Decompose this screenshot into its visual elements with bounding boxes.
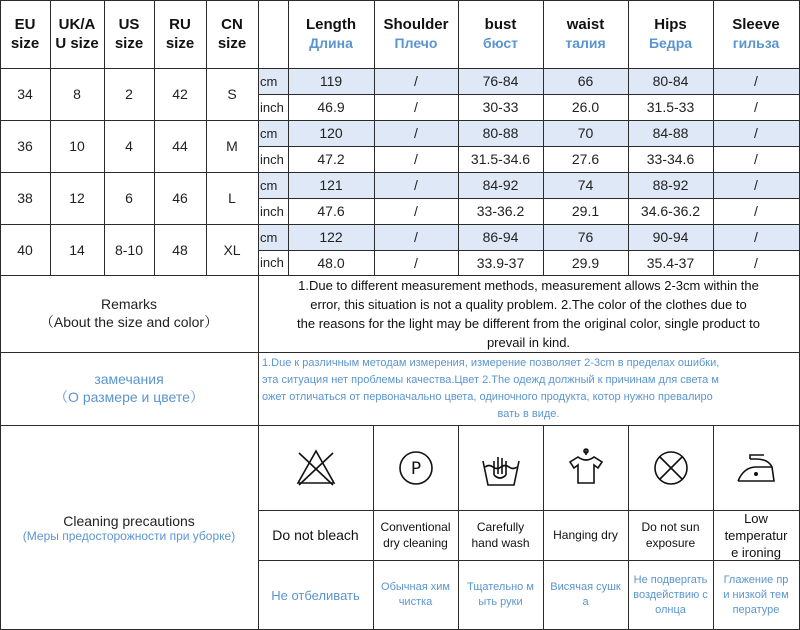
header-line: EU bbox=[14, 16, 36, 33]
header-us-size bbox=[104, 0, 154, 68]
size-uk-cell: 10 bbox=[69, 138, 85, 154]
grid-line bbox=[154, 0, 155, 275]
unit-label: inch bbox=[260, 99, 284, 115]
measurement-value: / bbox=[713, 172, 799, 198]
measure-name-ru: бюст bbox=[482, 35, 519, 51]
care-text-ru bbox=[628, 560, 713, 630]
measurement-value: 86-94 bbox=[458, 224, 543, 250]
care-label-en: dry cleaning bbox=[383, 536, 448, 550]
care-label-ru: Висячая сушк bbox=[550, 581, 621, 593]
remarks-text bbox=[258, 275, 799, 352]
measurement-value: 46.9 bbox=[317, 99, 345, 115]
grid-line bbox=[258, 146, 800, 147]
measurement-value: 70 bbox=[543, 120, 628, 146]
header-measure bbox=[458, 0, 543, 68]
grid-line bbox=[0, 0, 800, 1]
measurement-value: 120 bbox=[288, 120, 374, 146]
measurement-value: / bbox=[754, 99, 758, 115]
measurement-value: 66 bbox=[543, 68, 628, 94]
remarks-text-ru-line: ожет отличаться от первоначально цвета, одиночного продукта, котор нужно превалиро bbox=[262, 390, 713, 403]
measurement-value: 35.4-37 bbox=[646, 254, 695, 271]
header-uk-size bbox=[50, 0, 104, 68]
size-us-cell: 8-10 bbox=[114, 241, 144, 258]
header-line: size bbox=[217, 35, 247, 52]
measure-name-en: waist bbox=[566, 16, 605, 33]
remarks-label-ru bbox=[0, 352, 258, 425]
measurement-value: 34.6-36.2 bbox=[640, 203, 701, 219]
care-label-ru: пературе bbox=[732, 603, 780, 616]
grid-line bbox=[288, 0, 289, 275]
grid-line bbox=[50, 0, 51, 275]
size-eu-cell: 34 bbox=[17, 86, 33, 102]
header-measure bbox=[713, 0, 799, 68]
remarks-text-ru-line: 1.Due к различным методам измерения, измерение позволяет 2-3cm в пределах ошибки, bbox=[262, 356, 720, 369]
measure-name-en: Length bbox=[306, 16, 356, 33]
unit-label: cm bbox=[258, 172, 288, 198]
measurement-value: / bbox=[414, 254, 418, 271]
size-ru-cell: 44 bbox=[172, 138, 188, 154]
grid-line bbox=[258, 510, 800, 511]
measurement-value: / bbox=[754, 203, 758, 219]
grid-line bbox=[628, 0, 629, 275]
measurement-value: 48.0 bbox=[317, 254, 345, 271]
care-label-ru: чистка bbox=[398, 596, 433, 608]
measurement-value: 31.5-33 bbox=[646, 99, 695, 115]
care-label-ru: Обычная хим bbox=[381, 581, 450, 593]
care-text-en bbox=[373, 510, 458, 560]
header-measure bbox=[628, 0, 713, 68]
measurement-value: / bbox=[414, 99, 418, 115]
remarks-text-line: prevail in kind. bbox=[486, 334, 571, 350]
header-line: CN bbox=[221, 16, 243, 33]
size-cn-cell: M bbox=[226, 138, 238, 154]
remarks-text-line: error, this situation is not a quality problem. 2.The color of the clothes due to bbox=[310, 296, 747, 312]
measure-name-ru: Длина bbox=[309, 35, 353, 51]
remarks-title: Remarks bbox=[100, 295, 157, 312]
size-uk-cell: 12 bbox=[69, 190, 85, 206]
measurement-value: 88-92 bbox=[628, 172, 713, 198]
care-icon-cell bbox=[713, 425, 799, 510]
care-label-ru: Не отбеливать bbox=[271, 587, 360, 603]
measure-name-en: Shoulder bbox=[383, 16, 449, 33]
measurement-value: 33-36.2 bbox=[476, 203, 525, 219]
measurement-value: / bbox=[713, 68, 799, 94]
measurement-value: 80-88 bbox=[458, 120, 543, 146]
care-label-ru: Глажение пр bbox=[723, 573, 789, 586]
no-bleach-icon bbox=[294, 447, 338, 489]
size-us-cell: 4 bbox=[125, 138, 133, 154]
measure-name-ru: гильза bbox=[732, 35, 780, 51]
care-label-en: exposure bbox=[645, 536, 696, 550]
grid-line bbox=[258, 275, 259, 425]
size-cn-cell: L bbox=[228, 190, 236, 206]
size-us-cell: 6 bbox=[125, 190, 133, 206]
measurement-value: 33-34.6 bbox=[646, 151, 695, 167]
remarks-text-ru-line: эта ситуация нет проблемы качества.Цвет 2.The одежд должный к причинам для света м bbox=[262, 373, 719, 386]
measurement-value: 84-88 bbox=[628, 120, 713, 146]
hanging-dry-icon bbox=[564, 447, 608, 489]
grid-line bbox=[258, 198, 800, 199]
measurement-value: / bbox=[374, 120, 458, 146]
low-temperature-iron-icon bbox=[734, 447, 778, 489]
care-icon-cell bbox=[373, 425, 458, 510]
care-icon-cell bbox=[258, 425, 373, 510]
measurement-value: 76-84 bbox=[458, 68, 543, 94]
size-eu-cell: 40 bbox=[17, 241, 33, 258]
header-line: US bbox=[118, 16, 140, 33]
header-cn-size bbox=[206, 0, 258, 68]
measurement-value: / bbox=[374, 224, 458, 250]
grid-line bbox=[0, 172, 800, 173]
care-label-en: Conventional bbox=[380, 520, 451, 534]
measurement-value: 30-33 bbox=[482, 99, 519, 115]
care-text-en bbox=[543, 510, 628, 560]
care-text-ru bbox=[543, 560, 628, 630]
size-uk-cell: 14 bbox=[69, 241, 85, 258]
measure-name-en: Sleeve bbox=[732, 16, 780, 33]
grid-line bbox=[258, 94, 800, 95]
header-measure bbox=[543, 0, 628, 68]
measurement-value: 27.6 bbox=[571, 151, 600, 167]
care-text-en bbox=[628, 510, 713, 560]
care-label-ru: и низкой тем bbox=[723, 588, 789, 601]
grid-line bbox=[104, 0, 105, 275]
measurement-value: 121 bbox=[288, 172, 374, 198]
measurement-value: / bbox=[713, 120, 799, 146]
header-unit-blank bbox=[258, 0, 288, 68]
care-label-ru: Не подвергать bbox=[633, 573, 708, 586]
grid-line bbox=[543, 0, 544, 275]
measure-name-ru: талия bbox=[565, 35, 606, 51]
measurement-value: 47.6 bbox=[317, 203, 345, 219]
measurement-value: 26.0 bbox=[571, 99, 600, 115]
care-label-en: Carefully bbox=[476, 520, 525, 534]
grid-line bbox=[373, 425, 374, 630]
grid-line bbox=[0, 275, 800, 276]
care-label-en: hand wash bbox=[471, 536, 530, 550]
size-cn-cell: S bbox=[227, 86, 237, 102]
header-line: size bbox=[165, 35, 195, 52]
svg-text:P: P bbox=[410, 458, 421, 479]
measurement-value: 31.5-34.6 bbox=[470, 151, 531, 167]
care-text-ru bbox=[458, 560, 543, 630]
unit-label: cm bbox=[258, 68, 288, 94]
care-icon-cell bbox=[628, 425, 713, 510]
header-line: size bbox=[10, 35, 40, 52]
grid-line bbox=[543, 425, 544, 630]
size-ru-cell: 48 bbox=[172, 241, 188, 258]
care-text-ru bbox=[713, 560, 799, 630]
care-label-en: Hanging dry bbox=[553, 528, 618, 542]
measurement-value: / bbox=[754, 151, 758, 167]
care-label-ru: олнца bbox=[655, 603, 686, 616]
unit-label: cm bbox=[258, 120, 288, 146]
remarks-subtitle-ru: （О размере и цвете） bbox=[54, 388, 204, 405]
header-line: UK/A bbox=[58, 16, 96, 33]
remarks-subtitle: （About the size and color） bbox=[39, 313, 219, 330]
grid-line bbox=[713, 0, 714, 275]
header-measure bbox=[288, 0, 374, 68]
remarks-text-ru bbox=[258, 352, 799, 425]
measurement-value: / bbox=[414, 203, 418, 219]
care-text-ru bbox=[373, 560, 458, 630]
care-label-ru: Тщательно м bbox=[467, 581, 534, 593]
measurement-value: / bbox=[713, 224, 799, 250]
measurement-value: 122 bbox=[288, 224, 374, 250]
remarks-title-ru: замечания bbox=[94, 370, 164, 387]
care-label-en: temperatur bbox=[724, 527, 788, 543]
care-label-ru: а bbox=[582, 596, 589, 608]
cleaning-title: Cleaning precautions bbox=[63, 512, 195, 529]
size-eu-cell: 38 bbox=[17, 190, 33, 206]
remarks-label bbox=[0, 275, 258, 352]
grid-line bbox=[258, 425, 259, 630]
professional-dry-clean-icon bbox=[394, 447, 438, 489]
grid-line bbox=[206, 0, 207, 275]
measurement-value: / bbox=[374, 172, 458, 198]
care-label-ru: воздействию с bbox=[633, 588, 708, 601]
measurement-value: 90-94 bbox=[628, 224, 713, 250]
care-label-en: Do not bleach bbox=[272, 527, 359, 543]
measurement-value: 47.2 bbox=[317, 151, 345, 167]
cleaning-label bbox=[0, 425, 258, 630]
measurement-value: 76 bbox=[543, 224, 628, 250]
care-text-en bbox=[458, 510, 543, 560]
grid-line bbox=[258, 560, 800, 561]
grid-line bbox=[258, 250, 800, 251]
grid-line bbox=[458, 425, 459, 630]
remarks-text-ru-line: вать в виде. bbox=[497, 407, 560, 420]
grid-line bbox=[713, 425, 714, 630]
grid-line bbox=[0, 120, 800, 121]
grid-line bbox=[0, 224, 800, 225]
measurement-value: 29.1 bbox=[571, 203, 600, 219]
care-label-en: Do not sun bbox=[641, 520, 700, 534]
size-uk-cell: 8 bbox=[73, 86, 81, 102]
header-line: size bbox=[114, 35, 144, 52]
care-text-en bbox=[258, 510, 373, 560]
no-sun-exposure-icon bbox=[649, 447, 693, 489]
care-icon-cell bbox=[543, 425, 628, 510]
measurement-value: 33.9-37 bbox=[476, 254, 525, 271]
size-ru-cell: 42 bbox=[172, 86, 188, 102]
measure-name-en: Hips bbox=[654, 16, 687, 33]
measurement-value: 80-84 bbox=[628, 68, 713, 94]
grid-line bbox=[0, 352, 800, 353]
unit-label: inch bbox=[260, 151, 284, 167]
measurement-value: / bbox=[414, 151, 418, 167]
measurement-value: 84-92 bbox=[458, 172, 543, 198]
size-us-cell: 2 bbox=[125, 86, 133, 102]
measurement-value: 29.9 bbox=[571, 254, 600, 271]
header-line: U size bbox=[55, 35, 99, 52]
care-text-ru bbox=[258, 560, 373, 630]
grid-line bbox=[258, 0, 259, 275]
measurement-value: / bbox=[754, 254, 758, 271]
care-icon-cell bbox=[458, 425, 543, 510]
size-eu-cell: 36 bbox=[17, 138, 33, 154]
grid-line bbox=[374, 0, 375, 275]
grid-line bbox=[0, 425, 800, 426]
measurement-value: 119 bbox=[288, 68, 374, 94]
unit-label: inch bbox=[260, 255, 284, 270]
care-label-en: Low bbox=[744, 510, 768, 526]
care-text-en bbox=[713, 510, 799, 560]
measurement-value: / bbox=[374, 68, 458, 94]
measure-name-ru: Бедра bbox=[648, 35, 693, 51]
measure-name-en: bust bbox=[484, 16, 517, 33]
size-ru-cell: 46 bbox=[172, 190, 188, 206]
unit-label: cm bbox=[258, 224, 288, 250]
hand-wash-icon bbox=[479, 447, 523, 489]
grid-line bbox=[628, 425, 629, 630]
grid-line bbox=[0, 0, 1, 630]
header-line: RU bbox=[169, 16, 191, 33]
care-label-ru: ыть руки bbox=[478, 596, 523, 608]
grid-line bbox=[458, 0, 459, 275]
size-cn-cell: XL bbox=[223, 241, 241, 258]
remarks-text-line: 1.Due to different measurement methods, measurement allows 2-3cm within the bbox=[298, 277, 759, 293]
header-ru-size bbox=[154, 0, 206, 68]
header-eu-size bbox=[0, 0, 50, 68]
measure-name-ru: Плечо bbox=[394, 35, 438, 51]
care-label-en: e ironing bbox=[731, 544, 781, 560]
unit-label: inch bbox=[260, 203, 284, 219]
header-measure bbox=[374, 0, 458, 68]
grid-line bbox=[0, 68, 800, 69]
remarks-text-line: the reasons for the light may be different from the original color, single product to bbox=[297, 315, 760, 331]
measurement-value: 74 bbox=[543, 172, 628, 198]
cleaning-subtitle: (Меры предосторожности при уборке) bbox=[22, 528, 236, 543]
